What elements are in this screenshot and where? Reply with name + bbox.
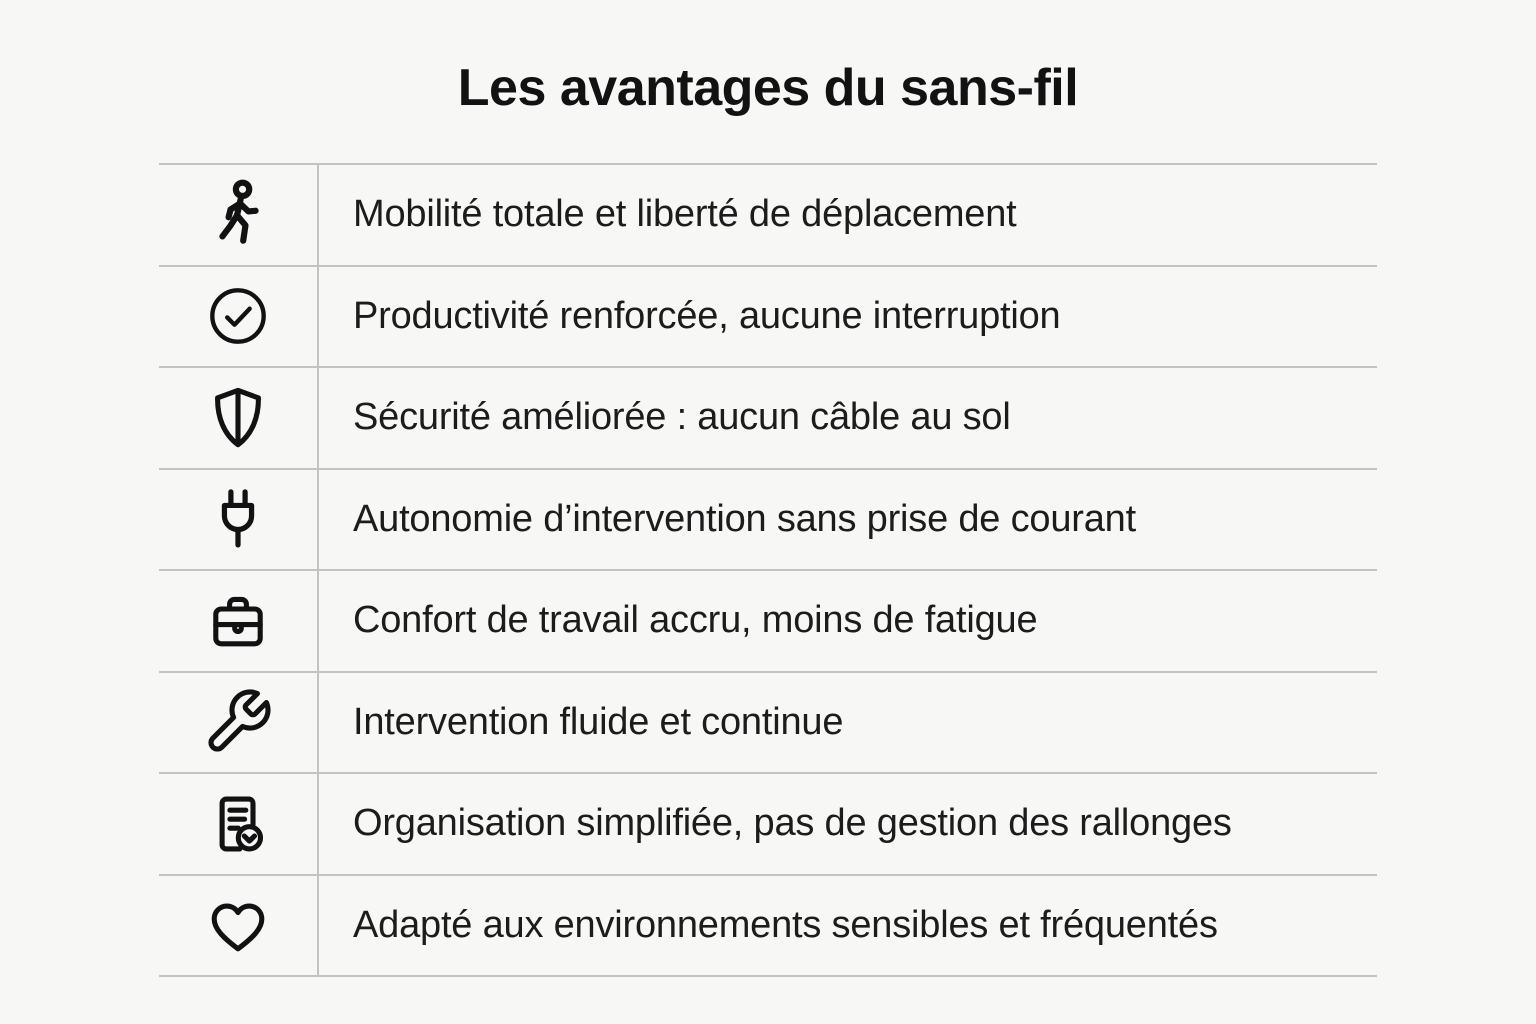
table-row bbox=[159, 468, 1377, 570]
icon-cell bbox=[159, 267, 319, 367]
table-row bbox=[159, 772, 1377, 874]
wrench-icon bbox=[202, 686, 274, 758]
icon-cell bbox=[159, 774, 319, 874]
advantage-label: Sécurité améliorée : aucun câble au sol bbox=[353, 396, 1011, 439]
advantages-table bbox=[159, 163, 1377, 977]
icon-cell bbox=[159, 876, 319, 976]
icon-cell bbox=[159, 368, 319, 468]
plug-icon bbox=[201, 482, 275, 556]
icon-cell bbox=[159, 470, 319, 570]
table-row bbox=[159, 366, 1377, 468]
page-title: Les avantages du sans-fil bbox=[457, 59, 1079, 117]
advantage-label: Adapté aux environnements sensibles et fréquentés bbox=[353, 903, 1218, 946]
table-row bbox=[159, 569, 1377, 671]
shield-icon bbox=[202, 382, 274, 454]
advantage-label: Autonomie d’intervention sans prise de courant bbox=[353, 497, 1136, 540]
table-row bbox=[159, 265, 1377, 367]
advantage-label: Organisation simplifiée, pas de gestion des rallonges bbox=[353, 802, 1232, 845]
heart-icon bbox=[204, 891, 272, 959]
table-row bbox=[159, 671, 1377, 773]
walking-person-icon bbox=[199, 176, 277, 254]
table-row bbox=[159, 165, 1377, 265]
table-row bbox=[159, 874, 1377, 976]
icon-cell bbox=[159, 571, 319, 671]
advantage-label: Productivité renforcée, aucune interruption bbox=[353, 294, 1061, 337]
document-check-icon bbox=[202, 788, 274, 860]
advantage-label: Intervention fluide et continue bbox=[353, 700, 844, 743]
check-circle-icon bbox=[203, 281, 273, 351]
briefcase-icon bbox=[202, 585, 274, 657]
advantage-label: Mobilité totale et liberté de déplacement bbox=[353, 193, 1017, 236]
icon-cell bbox=[159, 165, 319, 265]
advantage-label: Confort de travail accru, moins de fatigue bbox=[353, 599, 1038, 642]
icon-cell bbox=[159, 673, 319, 773]
